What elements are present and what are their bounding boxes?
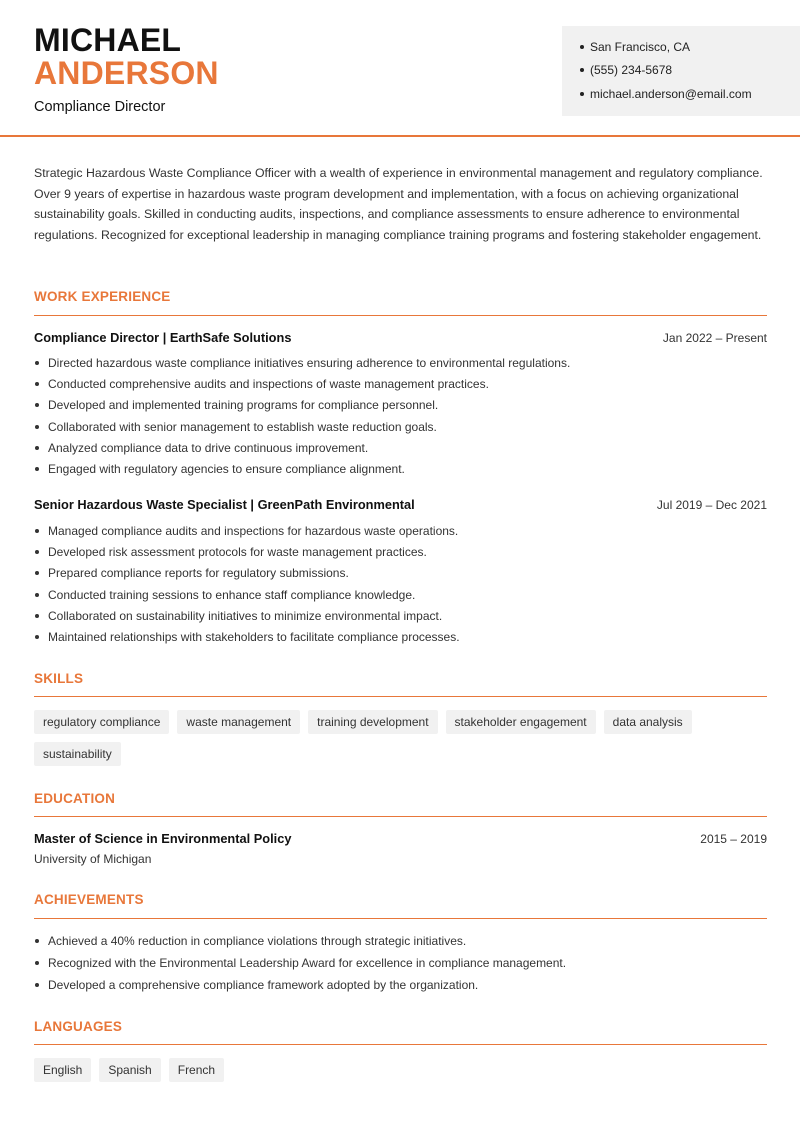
list-item: Developed risk assessment protocols for waste management practices. [34,541,767,562]
list-item: Managed compliance audits and inspections for hazardous waste operations. [34,520,767,541]
professional-summary: Strategic Hazardous Waste Compliance Officer with a wealth of experience in environmental management and regulatory compliance. Over 9 years of expertise in hazardous waste program development and implementation, with a focus on achieving organizational sustainability goals. Skilled in conducting audits, inspections, and compliance assessments to ensure adherence to environmental regulations. Recognized for exceptional leadership in managing compliance training programs and fostering stakeholder engagement. [34,166,763,242]
bullet-icon [35,614,39,618]
last-name: ANDERSON [34,55,219,91]
list-item: Collaborated with senior management to establish waste reduction goals. [34,416,767,437]
bullet-icon [35,983,39,987]
bullet-icon [35,961,39,965]
skill-chip: training development [308,710,437,734]
bullet-icon [35,550,39,554]
list-item: Recognized with the Environmental Leadership Award for excellence in compliance management. [34,952,767,974]
contact-email[interactable]: michael.anderson@email.com [580,82,800,106]
achievements-list [34,930,767,996]
skill-chip: sustainability [34,742,121,766]
education-degree: Master of Science in Environmental Policy [34,831,292,846]
list-item: Developed a comprehensive compliance framework adopted by the organization. [34,974,767,996]
bullet-icon [35,361,39,365]
section-title-languages: LANGUAGES [34,1019,123,1034]
list-item: Developed and implemented training programs for compliance personnel. [34,395,767,416]
first-name: MICHAEL [34,22,182,58]
section-divider [34,816,767,817]
job-title: Compliance Director [34,99,166,115]
resume-header [0,0,800,137]
job-bullets [34,352,767,480]
job-role: Senior Hazardous Waste Specialist | GreenPath Environmental [34,497,415,512]
section-title-skills: SKILLS [34,671,84,686]
list-item: Directed hazardous waste compliance initiatives ensuring adherence to environmental regulations. [34,352,767,373]
bullet-icon [580,68,584,72]
list-item: Conducted training sessions to enhance staff compliance knowledge. [34,584,767,605]
contact-phone: (555) 234-5678 [580,59,800,83]
bullet-icon [35,593,39,597]
section-divider [34,918,767,919]
language-chip: Spanish [99,1058,160,1082]
bullet-icon [35,529,39,533]
list-item: Conducted comprehensive audits and inspections of waste management practices. [34,373,767,394]
bullet-icon [35,446,39,450]
languages-list [34,1058,767,1082]
skill-chip: regulatory compliance [34,710,169,734]
job-bullets [34,520,767,648]
skill-chip: waste management [177,710,300,734]
skill-chip: data analysis [604,710,692,734]
job-header [34,330,767,345]
job-header [34,497,767,512]
list-item: Prepared compliance reports for regulatory submissions. [34,563,767,584]
section-divider [34,696,767,697]
bullet-icon [35,403,39,407]
contact-box [562,26,800,116]
job-role: Compliance Director | EarthSafe Solutions [34,330,292,345]
list-item: Maintained relationships with stakeholders to facilitate compliance processes. [34,626,767,647]
bullet-icon [580,92,584,96]
section-divider [34,1044,767,1045]
list-item: Analyzed compliance data to drive continuous improvement. [34,437,767,458]
list-item: Collaborated on sustainability initiatives to minimize environmental impact. [34,605,767,626]
job-dates: Jan 2022 – Present [662,331,767,345]
bullet-icon [35,382,39,386]
contact-location: San Francisco, CA [580,35,800,59]
bullet-icon [35,635,39,639]
section-title-education: EDUCATION [34,791,116,806]
bullet-icon [580,45,584,49]
bullet-icon [35,939,39,943]
bullet-icon [35,425,39,429]
skill-chip: stakeholder engagement [446,710,596,734]
language-chip: French [169,1058,224,1082]
education-header [34,831,767,846]
skills-list [34,710,767,766]
education-dates: 2015 – 2019 [700,832,767,846]
bullet-icon [35,467,39,471]
section-title-achievements: ACHIEVEMENTS [34,892,144,907]
language-chip: English [34,1058,91,1082]
list-item: Engaged with regulatory agencies to ensure compliance alignment. [34,458,767,479]
candidate-name [34,24,219,90]
section-title-work: WORK EXPERIENCE [34,289,171,304]
bullet-icon [35,571,39,575]
education-school: University of Michigan [34,852,152,866]
section-divider [34,315,767,316]
list-item: Achieved a 40% reduction in compliance violations through strategic initiatives. [34,930,767,952]
job-dates: Jul 2019 – Dec 2021 [656,498,767,512]
